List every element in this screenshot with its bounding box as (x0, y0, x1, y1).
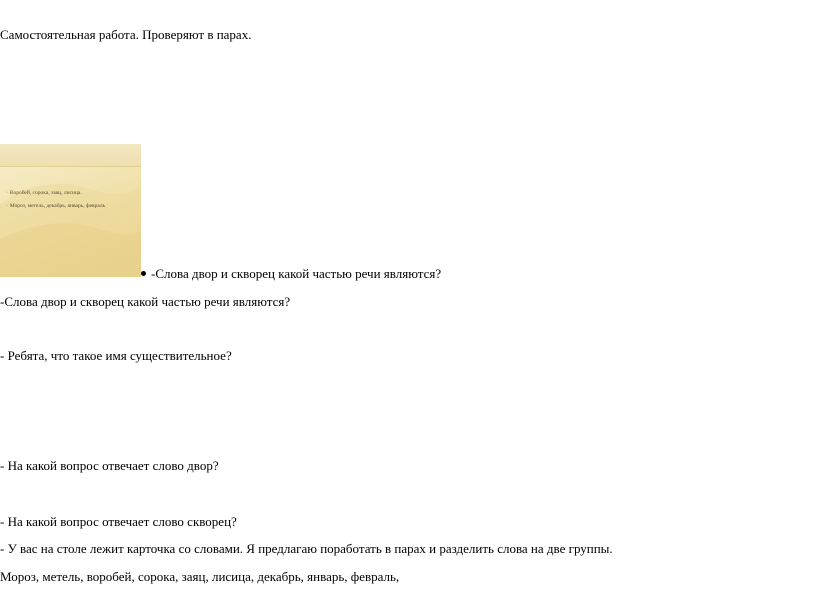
question-line: - На какой вопрос отвечает слово двор? (0, 458, 219, 473)
slide-list-item: ▫ Мороз, метель, декабрь, январь, февраль (6, 203, 106, 209)
question-line: - Ребята, что такое имя существительное? (0, 348, 232, 363)
slide-list-item: ▫ Воробей, сорока, заяц, лисица. (6, 190, 82, 196)
question-line: - На какой вопрос отвечает слово скворец? (0, 514, 237, 529)
slide-list (6, 187, 105, 213)
slide-bullet-icon: ▫ (6, 191, 8, 196)
bullet-dot-icon (141, 271, 146, 276)
words-list: Мороз, метель, воробей, сорока, заяц, лисица, декабрь, январь, февраль, (0, 569, 400, 584)
slide-thumbnail (0, 144, 141, 277)
bullet-question: -Слова двор и скворец какой частью речи являются? (141, 266, 441, 282)
slide-bullet-icon: ▫ (6, 204, 8, 209)
page-heading: Самостоятельная работа. Проверяют в парах. (0, 27, 252, 42)
question-line: -Слова двор и скворец какой частью речи являются? (0, 294, 291, 309)
task-instruction: - У вас на столе лежит карточка со словами. Я предлагаю поработать в парах и разделить слова на две группы. (0, 541, 613, 556)
